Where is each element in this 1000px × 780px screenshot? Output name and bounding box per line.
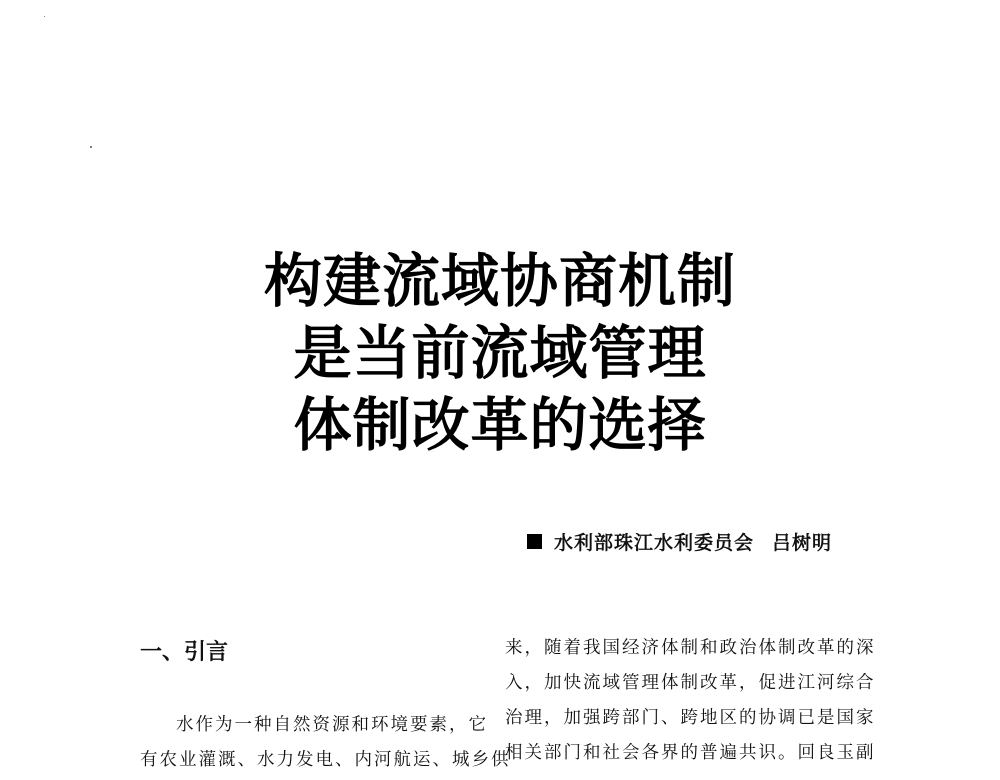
author-name: 吕树明 bbox=[771, 532, 832, 554]
title-line: 构建流域协商机制 bbox=[263, 247, 736, 315]
body-text-line: 治理，加强跨部门、跨地区的协调已是国家 bbox=[505, 708, 876, 728]
author-organization: 水利部珠江水利委员会 bbox=[553, 532, 754, 554]
body-text-line: 有农业灌溉、水力发电、内河航运、城乡供 bbox=[140, 750, 511, 770]
right-column bbox=[505, 633, 876, 773]
body-text-line: 相关部门和社会各界的普遍共识。回良玉副 bbox=[505, 743, 876, 763]
bullet-square-icon bbox=[527, 534, 542, 549]
byline bbox=[527, 528, 832, 555]
left-column bbox=[140, 710, 511, 780]
body-text-line: 入，加快流域管理体制改革，促进江河综合 bbox=[505, 673, 876, 693]
article-title bbox=[0, 245, 1000, 461]
title-line: 体制改革的选择 bbox=[293, 391, 707, 459]
scan-speck bbox=[90, 146, 92, 148]
body-text-line: 水作为一种自然资源和环境要素，它 bbox=[176, 715, 488, 735]
section-heading: 一、引言 bbox=[140, 640, 229, 665]
title-line: 是当前流域管理 bbox=[293, 319, 707, 387]
body-text-line: 来，随着我国经济体制和政治体制改革的深 bbox=[505, 638, 876, 658]
scan-speck bbox=[44, 16, 45, 17]
